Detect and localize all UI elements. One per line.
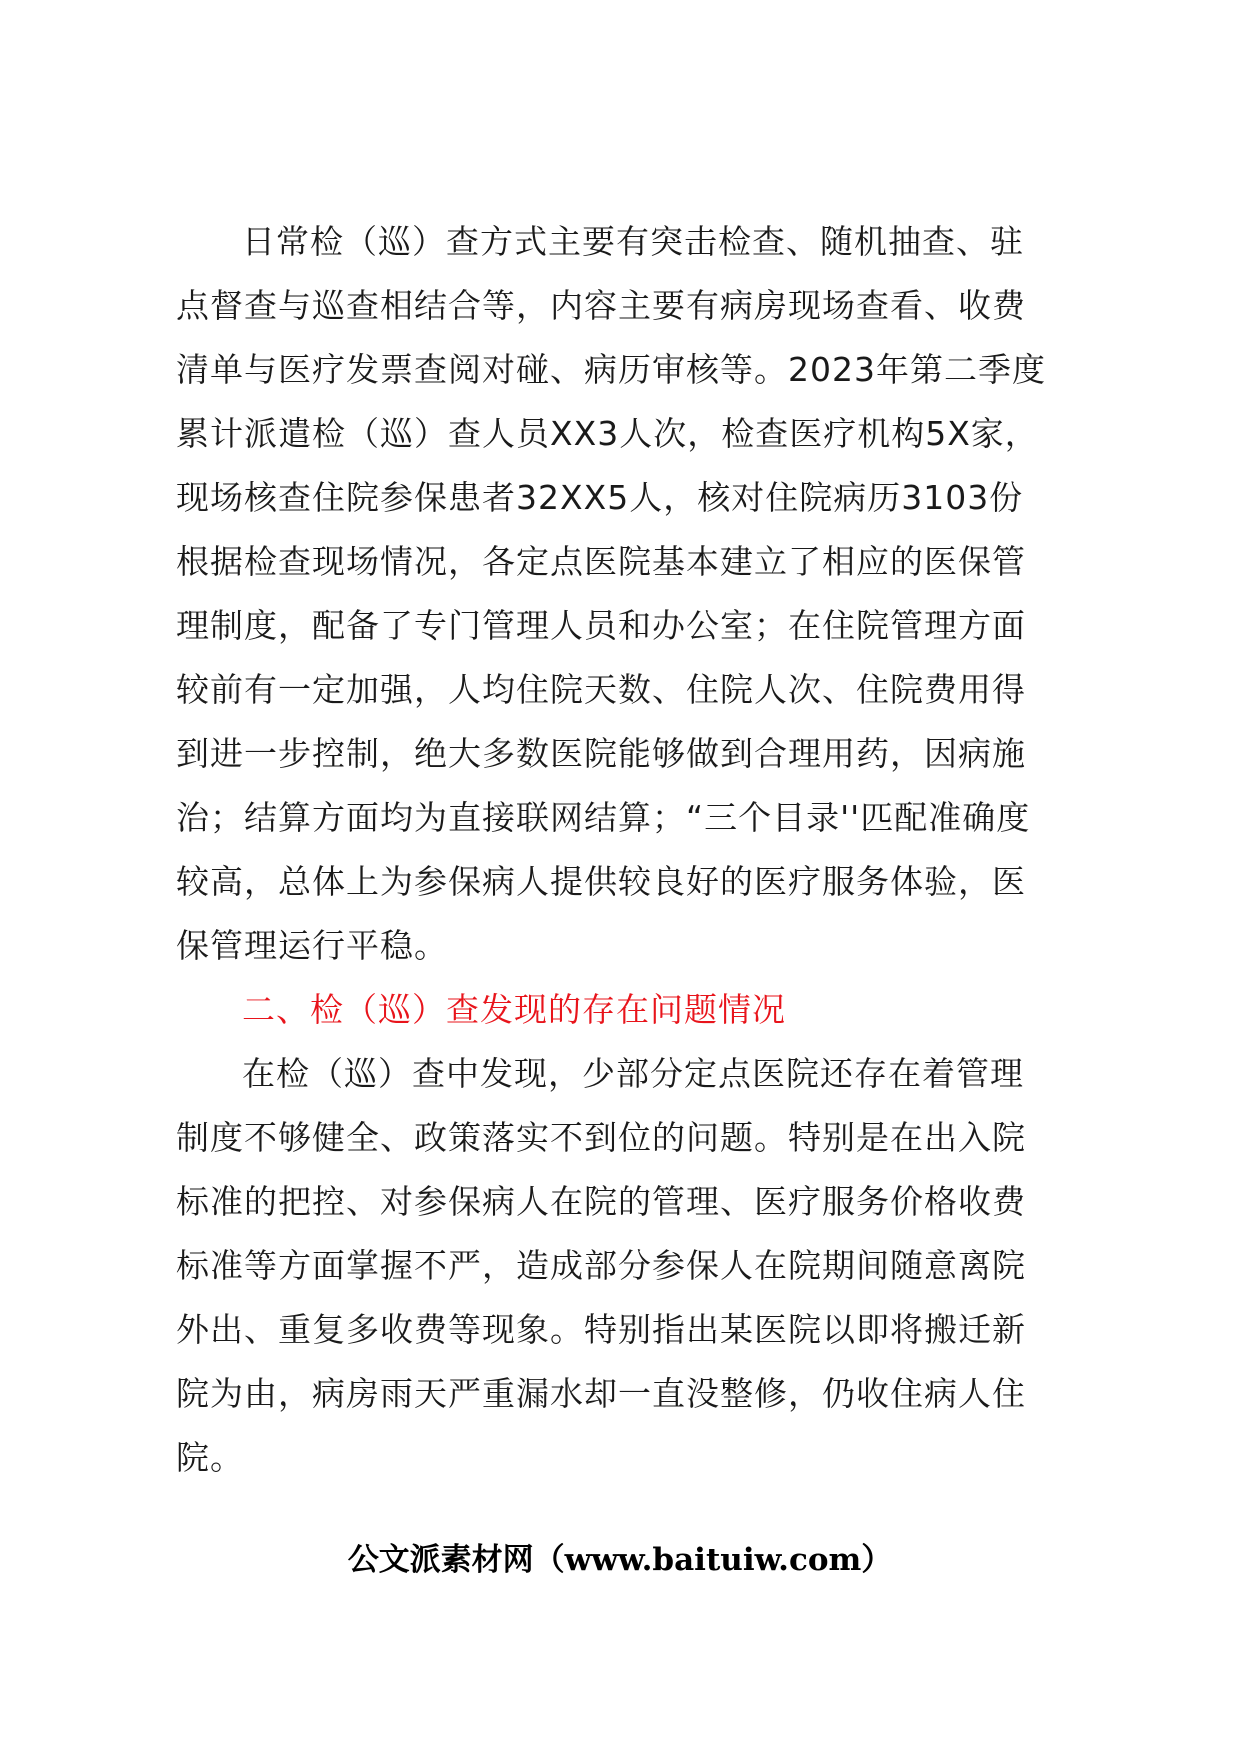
paragraph-line: 治；结算方面均为直接联网结算；“三个目录''匹配准确度 — [176, 798, 1031, 837]
paragraph-line: 日常检（巡）查方式主要有突击检查、随机抽查、驻 — [242, 222, 1024, 261]
paragraph-line: 在检（巡）查中发现，少部分定点医院还存在着管理 — [242, 1054, 1024, 1093]
paragraph-line: 院为由，病房雨天严重漏水却一直没整修，仍收住病人住 — [176, 1374, 1026, 1413]
paragraph-line: 到进一步控制，绝大多数医院能够做到合理用药，因病施 — [176, 734, 1026, 773]
paragraph-line: 院。 — [176, 1438, 244, 1477]
paragraph-inspection-methods — [176, 210, 1106, 978]
paragraph-line: 标准的把控、对参保病人在院的管理、医疗服务价格收费 — [176, 1182, 1026, 1221]
paragraph-line: 较前有一定加强，人均住院天数、住院人次、住院费用得 — [176, 670, 1026, 709]
paragraph-line: 累计派遣检（巡）查人员XX3人次，检查医疗机构5X家， — [176, 414, 1039, 453]
paragraph-line: 理制度，配备了专门管理人员和办公室；在住院管理方面 — [176, 606, 1026, 645]
section-heading: 二、检（巡）查发现的存在问题情况 — [242, 990, 786, 1029]
paragraph-line: 点督查与巡查相结合等，内容主要有病房现场查看、收费 — [176, 286, 1026, 325]
paragraph-line: 制度不够健全、政策落实不到位的问题。特别是在出入院 — [176, 1118, 1026, 1157]
paragraph-line: 清单与医疗发票查阅对碰、病历审核等。2023年第二季度 — [176, 350, 1046, 389]
paragraph-line: 较高，总体上为参保病人提供较良好的医疗服务体验，医 — [176, 862, 1026, 901]
paragraph-line: 现场核查住院参保患者32XX5人，核对住院病历3103份 — [176, 478, 1024, 517]
section-heading-problems — [176, 978, 1106, 1042]
paragraph-line: 根据检查现场情况，各定点医院基本建立了相应的医保管 — [176, 542, 1026, 581]
paragraph-line: 保管理运行平稳。 — [176, 926, 448, 965]
paragraph-line: 外出、重复多收费等现象。特别指出某医院以即将搬迁新 — [176, 1310, 1026, 1349]
source-watermark-footer: 公文派素材网（www.baituiw.com） — [347, 1542, 893, 1578]
paragraph-line: 标准等方面掌握不严，造成部分参保人在院期间随意离院 — [176, 1246, 1026, 1285]
paragraph-problems-found — [176, 1042, 1106, 1490]
